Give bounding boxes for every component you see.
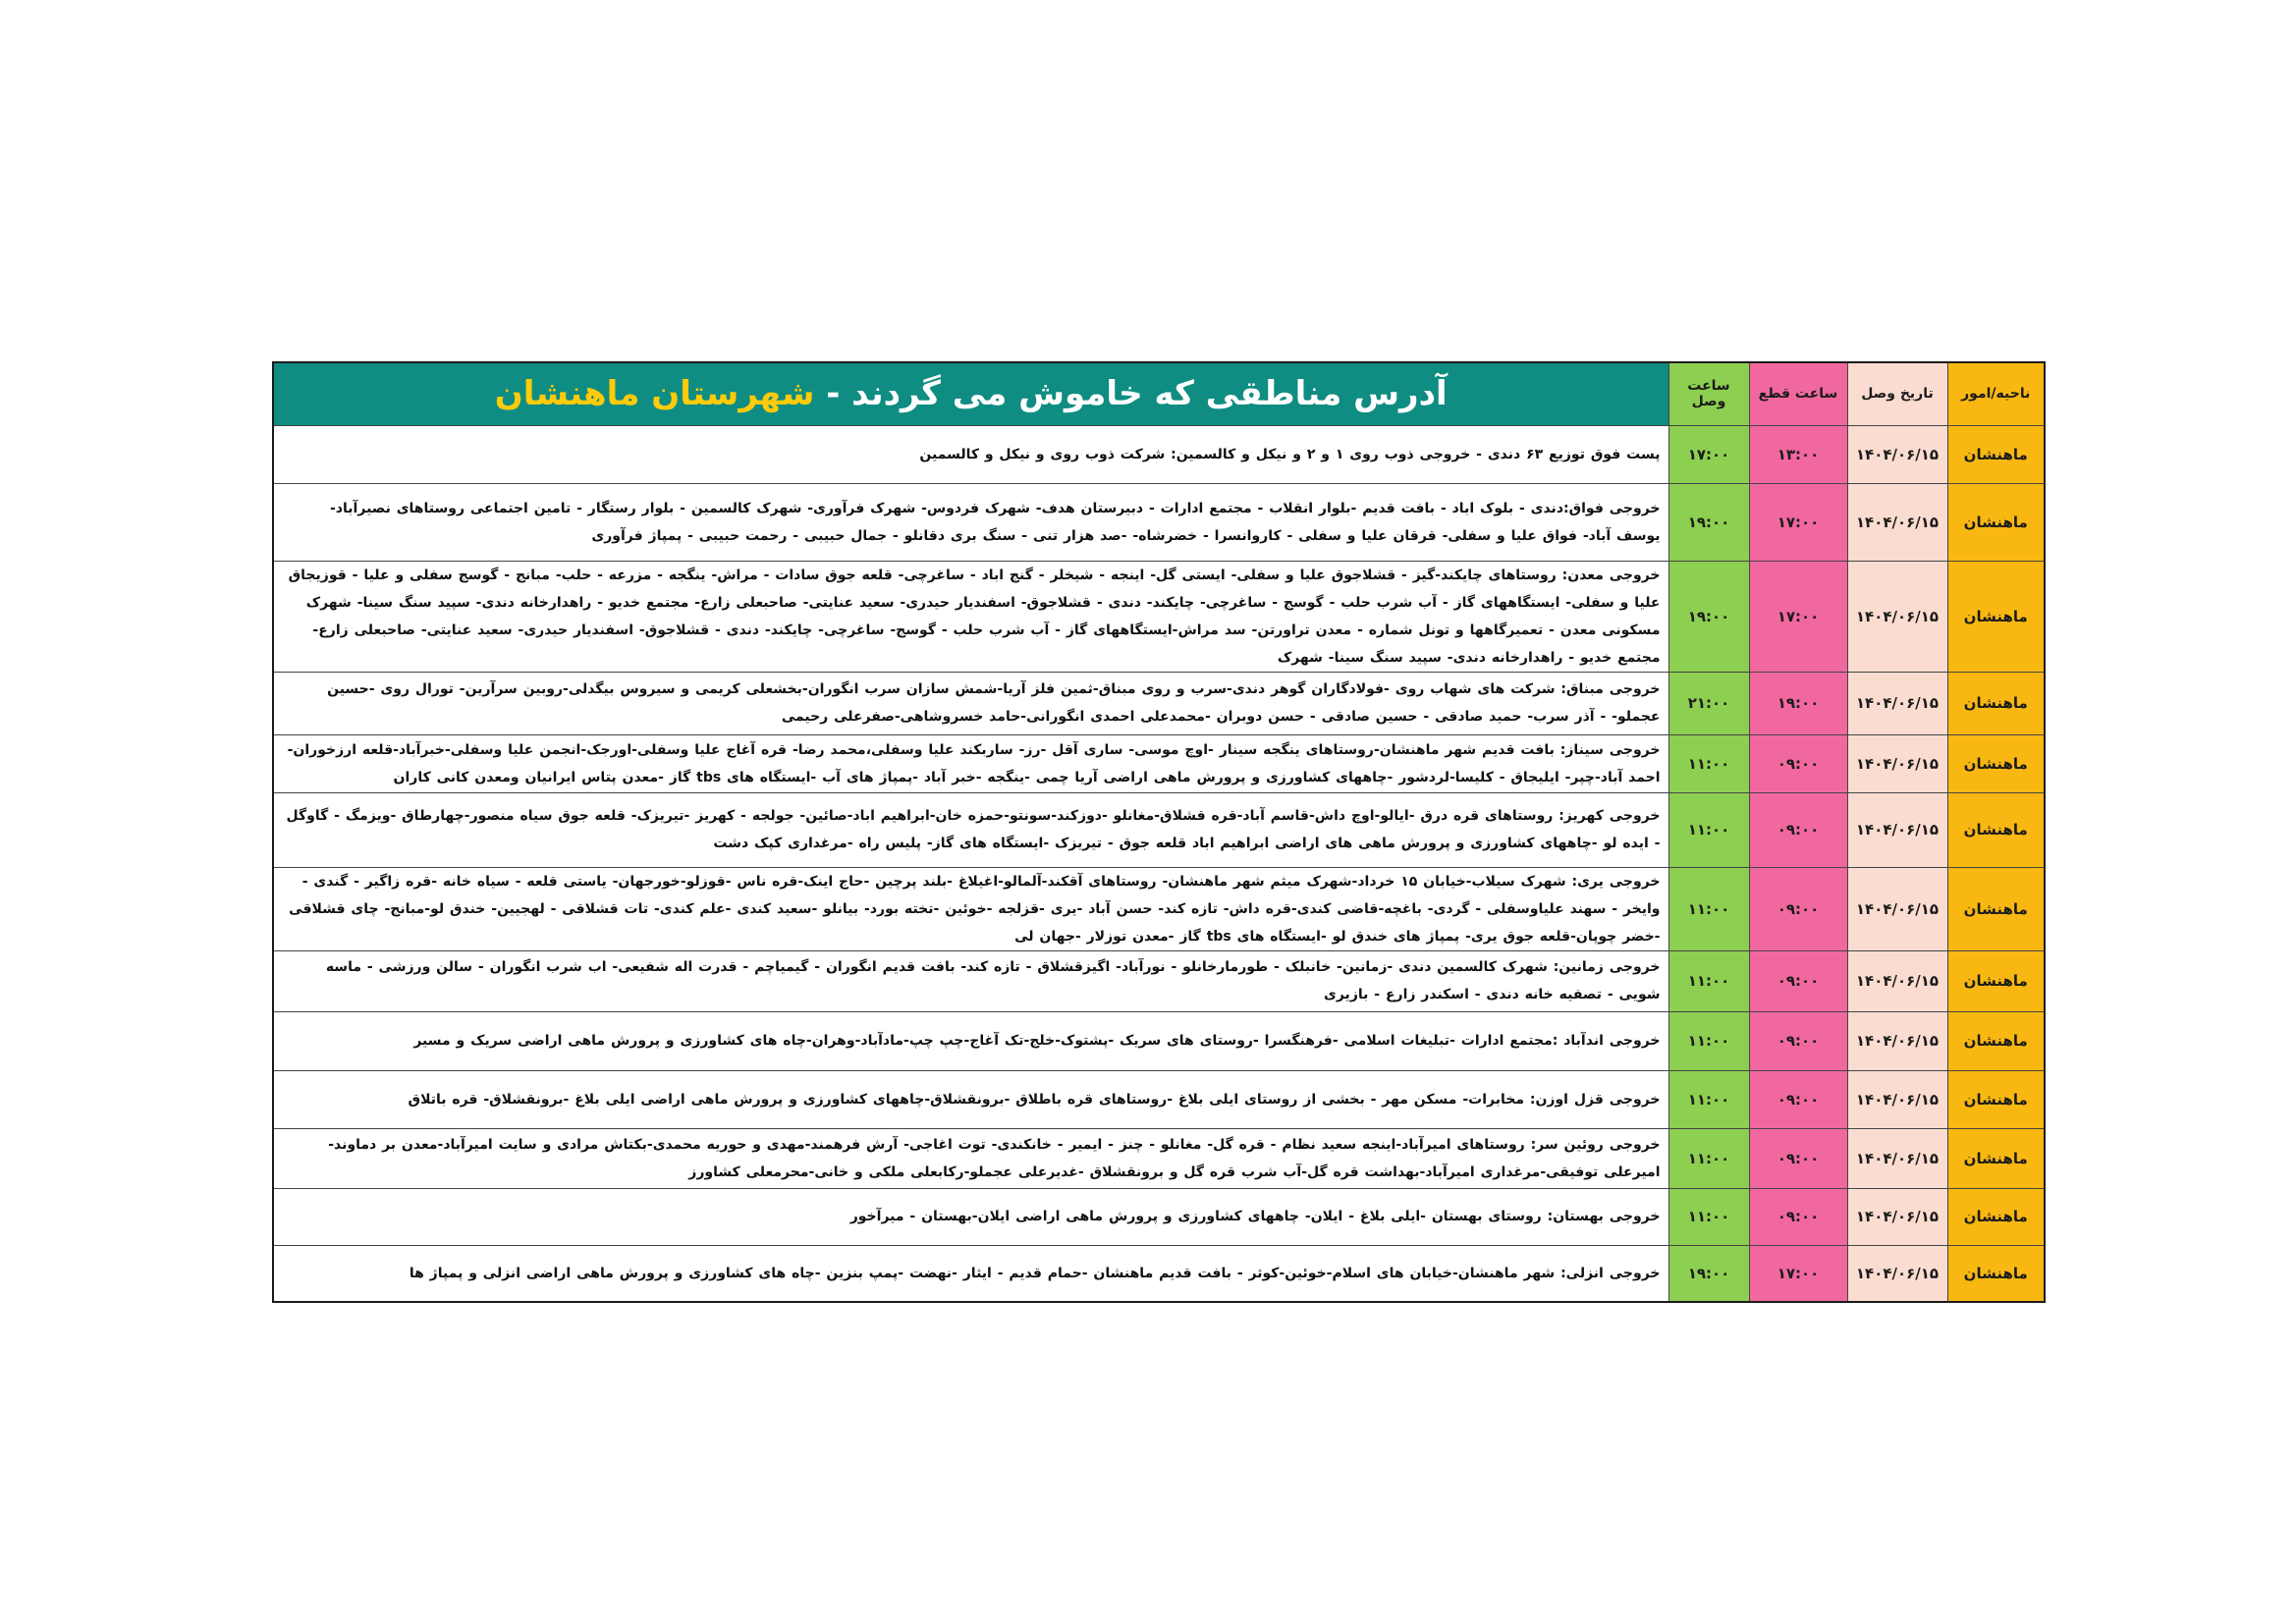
region-cell: ماهنشان [1947,561,2045,672]
table-body [273,425,2045,1302]
connect-date-cell: ۱۴۰۴/۰۶/۱۵ [1847,672,1947,734]
connect-date-cell: ۱۴۰۴/۰۶/۱۵ [1847,1070,1947,1128]
cut-time-cell: ۰۹:۰۰ [1749,1188,1847,1245]
region-cell: ماهنشان [1947,867,2045,950]
table-row [273,1245,2045,1302]
connect-time-cell: ۱۹:۰۰ [1668,561,1749,672]
outage-schedule-table [272,361,2046,1303]
connect-time-cell: ۱۱:۰۰ [1668,867,1749,950]
connect-time-cell: ۲۱:۰۰ [1668,672,1749,734]
cut-time-cell: ۰۹:۰۰ [1749,734,1847,792]
cut-time-cell: ۰۹:۰۰ [1749,867,1847,950]
address-cell: خروجی مبناق: شرکت های شهاب روی -فولادگاران گوهر دندی-سرب و روی مبناق-ثمین فلز آریا-شمش سازان سرب انگوران-بخشعلی کریمی و سیروس بیگدلی-روبین سرآرین- تورال روی -حسین عجملو- - آذر سرب- حمید صادقی - حسین صادقی - حسن دوبران -محمدعلی احمدی انگورانی-حامد خسروشاهی-صفرعلی رحیمی [273,672,1668,734]
table-title [273,362,1668,425]
table-row [273,867,2045,950]
connect-time-cell: ۱۹:۰۰ [1668,483,1749,561]
table-row [273,1188,2045,1245]
connect-time-cell: ۱۱:۰۰ [1668,792,1749,867]
region-cell: ماهنشان [1947,1070,2045,1128]
table-title-city: شهرستان ماهنشان [494,374,815,414]
address-cell: پست فوق توزیع ۶۳ دندی - خروجی ذوب روی ۱ و ۲ و نیکل و کالسمین: شرکت ذوب روی و نیکل و کالسمین [273,425,1668,483]
connect-date-cell: ۱۴۰۴/۰۶/۱۵ [1847,1188,1947,1245]
region-cell: ماهنشان [1947,483,2045,561]
cut-time-cell: ۰۹:۰۰ [1749,1128,1847,1188]
header-connect-time: ساعت وصل [1668,362,1749,425]
region-cell: ماهنشان [1947,1245,2045,1302]
table-header-row [273,362,2045,425]
cut-time-cell: ۱۷:۰۰ [1749,561,1847,672]
address-cell: خروجی روئین سر: روستاهای امیرآباد-اینجه سعید نظام - قره گل- مغانلو - چنز - ایمیر - خانکندی- توت اغاجی- آرش فرهمند-مهدی و حوریه محمدی-بکتاش مرادی و سایت امیرآباد-معدن بر دماوند-امیرعلی توفیقی-مرغداری امیرآباد-بهداشت قره گل-آب شرب قره گل و برونقشلاق -غدیرعلی عجملو-رکابعلی ملکی و خانی-محرمعلی کشاورز [273,1128,1668,1188]
cut-time-cell: ۰۹:۰۰ [1749,950,1847,1011]
region-cell: ماهنشان [1947,734,2045,792]
cut-time-cell: ۱۷:۰۰ [1749,483,1847,561]
region-cell: ماهنشان [1947,792,2045,867]
header-region: ناحیه/امور [1947,362,2045,425]
address-cell: خروجی انزلی: شهر ماهنشان-خیابان های اسلام-خوئین-کوثر - بافت قدیم ماهنشان -حمام قدیم - ایثار -نهضت -پمپ بنزین -چاه های کشاورزی و پرورش ماهی اراضی انزلی و پمپاژ ها [273,1245,1668,1302]
address-cell: خروجی کهریز: روستاهای قره درق -ایالو-اوچ داش-قاسم آباد-قره قشلاق-مغانلو -دوزکند-سونتو-حمزه خان-ابراهیم اباد-صائین- جولجه - کهریز -تیریزک- قلعه جوق سیاه منصور-چهارطاق -ویزمگ - گاوگل - ایده لو -چاههای کشاورزی و پرورش ماهی های اراضی ابراهیم اباد قلعه جوق - تیریزک -ایستگاه های گاز- پلیس راه -مرغداری کپک دشت [273,792,1668,867]
table-title-main: آدرس مناطقی که خاموش می گردند - [814,374,1448,414]
table-row [273,1011,2045,1070]
connect-date-cell: ۱۴۰۴/۰۶/۱۵ [1847,792,1947,867]
connect-date-cell: ۱۴۰۴/۰۶/۱۵ [1847,1128,1947,1188]
address-cell: خروجی قزل اوزن: مخابرات- مسکن مهر - بخشی از روستای ایلی بلاغ -روستاهای قره باطلاق -برونقشلاق-چاههای کشاورزی و پرورش ماهی اراضی ایلی بلاغ -برونقشلاق- قره باتلاق [273,1070,1668,1128]
connect-time-cell: ۱۹:۰۰ [1668,1245,1749,1302]
table-row [273,792,2045,867]
header-cut-time: ساعت قطع [1749,362,1847,425]
connect-time-cell: ۱۱:۰۰ [1668,950,1749,1011]
table-row [273,483,2045,561]
address-cell: خروجی معدن: روستاهای چایکند-گیز - قشلاجوق علیا و سفلی- ایستی گل- اینجه - شیخلر - گنج اباد - ساغرچی- قلعه جوق سادات - مراش- ینگجه - مزرعه - حلب- مبانج - گوسج سفلی و علیا - قوزیجاق علیا و سفلی- ایستگاههای گاز - آب شرب حلب - گوسج - ساغرچی- چایکند- دندی - قشلاجوق- اسفندیار حیدری- سعید عنایتی- صاحبعلی زارع- مجتمع خدیو - راهدارخانه دندی- سپید سنگ سینا- شهرک مسکونی معدن - تعمیرگاهها و تونل شماره - معدن تراورتن- سد مراش-ایستگاههای گاز - آب شرب حلب - گوسج- ساغرچی- چایکند- دندی - قشلاجوق- اسفندیار حیدری- سعید عنایتی- صاحبعلی زارع- مجتمع خدیو - راهدارخانه دندی- سپید سنگ سینا- شهرک [273,561,1668,672]
connect-date-cell: ۱۴۰۴/۰۶/۱۵ [1847,734,1947,792]
address-cell: خروجی بهستان: روستای بهستان -ایلی بلاغ - ایلان- چاههای کشاورزی و پرورش ماهی اراضی ایلان-بهستان - میرآخور [273,1188,1668,1245]
connect-time-cell: ۱۱:۰۰ [1668,734,1749,792]
cut-time-cell: ۰۹:۰۰ [1749,1070,1847,1128]
address-cell: خروجی فواق:دندی - بلوک اباد - بافت قدیم -بلوار انقلاب - مجتمع ادارات - دبیرستان هدف- شهرک فردوس- شهرک فرآوری- شهرک کالسمین - بلوار رستگار - تامین اجتماعی روستاهای نصیرآباد- یوسف آباد- فواق علیا و سفلی- قرقان علیا و سفلی - کاروانسرا - خضرشاه- -صد هزار تنی - سنگ بری دقانلو - جمال حبیبی - رحمت حبیبی - پمپاژ فرآوری [273,483,1668,561]
connect-time-cell: ۱۱:۰۰ [1668,1128,1749,1188]
table-row [273,672,2045,734]
cut-time-cell: ۱۹:۰۰ [1749,672,1847,734]
connect-date-cell: ۱۴۰۴/۰۶/۱۵ [1847,561,1947,672]
connect-time-cell: ۱۱:۰۰ [1668,1011,1749,1070]
cut-time-cell: ۱۷:۰۰ [1749,1245,1847,1302]
region-cell: ماهنشان [1947,950,2045,1011]
cut-time-cell: ۱۳:۰۰ [1749,425,1847,483]
address-cell: خروجی اندآباد :مجتمع ادارات -تبلیغات اسلامی -فرهنگسرا -روستای های سریک -پشتوک-خلج-تک آغاج-چپ چپ-مادآباد-وهران-چاه های کشاورزی و پرورش ماهی اراضی سریک و مسیر [273,1011,1668,1070]
table-row [273,1070,2045,1128]
region-cell: ماهنشان [1947,1188,2045,1245]
table-row [273,950,2045,1011]
connect-time-cell: ۱۱:۰۰ [1668,1188,1749,1245]
table-row [273,1128,2045,1188]
header-connect-date: تاریخ وصل [1847,362,1947,425]
region-cell: ماهنشان [1947,672,2045,734]
address-cell: خروجی یری: شهرک سیلاب-خیابان ۱۵ خرداد-شهرک میثم شهر ماهنشان- روستاهای آقکند-آلمالو-اغیلاغ -بلند پرچین -حاج اینک-قره ناس -قوزلو-خورجهان- یاستی قلعه - سیاه خانه -قره زاگیر - گندی - وایخر - سهند علیاوسفلی - گردی- باغچه-قاضی کندی-قره داش- تازه کند- حسن آباد -یری -قزلجه -خوئین -تخته بورد- بیانلو -سعید کندی -علم کندی- تات قشلاقی - لهجیین- خندق لو-مبانج- چای قشلاقی -خضر چوپان-قلعه جوق یری- پمپاژ های خندق لو -ایستگاه های tbs گاز -معدن توزلار -جهان لی [273,867,1668,950]
cut-time-cell: ۰۹:۰۰ [1749,792,1847,867]
address-cell: خروجی سیناز: بافت قدیم شهر ماهنشان-روستاهای ینگجه سینار -اوچ موسی- ساری آقل -رز- ساربکند علیا وسفلی،محمد رضا- قره آغاج علیا وسفلی-اورجک-انجمن علیا وسفلی-خبرآباد-قلعه ارزخوران-احمد آباد-چپر- ایلیجاق - کلیسا-لردشور -چاههای کشاورزی و پرورش ماهی اراضی آریا چمی -ینگجه -خبر آباد -پمپاژ های آب -ایستگاه های tbs گاز -معدن پتاس ایرانیان ومعدن کانی کاران [273,734,1668,792]
table-row [273,425,2045,483]
region-cell: ماهنشان [1947,425,2045,483]
address-cell: خروجی زمانین: شهرک کالسمین دندی -زمانین- خانبلک - طورمارخانلو - نورآباد- اگیزقشلاق - تازه کند- بافت قدیم انگوران - گیمیاچم - قدرت اله شفیعی- اب شرب انگوران - سالن ورزشی - ماسه شویی - تصفیه خانه دندی - اسکندر زارع - بازیری [273,950,1668,1011]
connect-date-cell: ۱۴۰۴/۰۶/۱۵ [1847,867,1947,950]
connect-time-cell: ۱۱:۰۰ [1668,1070,1749,1128]
connect-time-cell: ۱۷:۰۰ [1668,425,1749,483]
connect-date-cell: ۱۴۰۴/۰۶/۱۵ [1847,1245,1947,1302]
cut-time-cell: ۰۹:۰۰ [1749,1011,1847,1070]
connect-date-cell: ۱۴۰۴/۰۶/۱۵ [1847,425,1947,483]
table-row [273,561,2045,672]
connect-date-cell: ۱۴۰۴/۰۶/۱۵ [1847,1011,1947,1070]
region-cell: ماهنشان [1947,1128,2045,1188]
connect-date-cell: ۱۴۰۴/۰۶/۱۵ [1847,483,1947,561]
region-cell: ماهنشان [1947,1011,2045,1070]
connect-date-cell: ۱۴۰۴/۰۶/۱۵ [1847,950,1947,1011]
table-row [273,734,2045,792]
